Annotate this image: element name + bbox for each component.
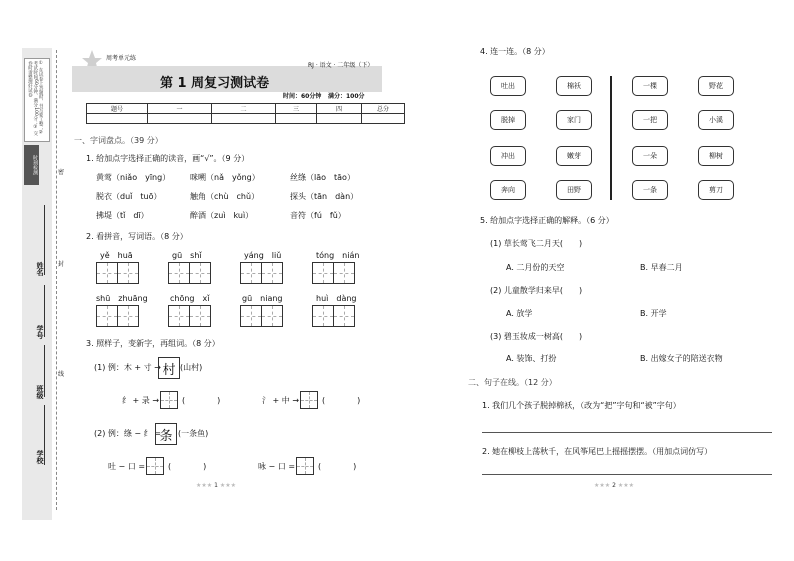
name-line (44, 205, 45, 275)
q1-option[interactable]: 黄莺（niǎo yīng） (96, 173, 171, 182)
q5-question: (1) 草长莺飞二月天( ) (490, 239, 583, 248)
score-cell[interactable] (212, 114, 276, 124)
q3-title: 3. 照样子，变新字，再组词。（8 分） (86, 339, 220, 348)
page-footer-right: ★★★ 2 ★★★ (594, 482, 634, 489)
number-label: 学号 (36, 325, 44, 339)
match-item[interactable]: 一把 (632, 110, 668, 130)
match-item[interactable]: 一棵 (632, 76, 668, 96)
score-header: 四 (317, 104, 362, 114)
score-header: 题号 (87, 104, 148, 114)
edition-label: RJ · 语文 · 二年级（下） (308, 62, 374, 69)
writing-grid[interactable] (168, 262, 210, 284)
match-item[interactable]: 吐出 (490, 76, 526, 96)
writing-grid[interactable] (240, 305, 282, 327)
seal-char-2: 封 (58, 261, 65, 268)
q3-example-1: (1) 例：木 + 寸 → (94, 363, 161, 372)
time-label: 时间：60分钟 (283, 93, 322, 100)
match-item[interactable]: 田野 (556, 180, 592, 200)
q3-example-word: (山村) (180, 363, 203, 372)
score-header: 二 (212, 104, 276, 114)
q3-answer-box[interactable] (146, 457, 164, 475)
q5-title: 5. 给加点字选择正确的解释。（6 分） (480, 216, 614, 225)
q4-title: 4. 连一连。（8 分） (480, 47, 550, 56)
section-2-title: 二、句子在线。（12 分） (468, 378, 557, 387)
match-item[interactable]: 冲出 (490, 146, 526, 166)
stars-icon: ★★★ (196, 482, 213, 489)
q3-example-2: (2) 例：绦 − 纟 = (94, 429, 161, 438)
score-cell[interactable] (87, 114, 148, 124)
exam-notes: ① 在试卷上答题时，书写要工整；② 考试时间60分钟，满分100分；③ 交卷时请整理好试卷 (27, 61, 44, 136)
match-item[interactable]: 嫩芽 (556, 146, 592, 166)
q3-answer-box[interactable] (296, 457, 314, 475)
seal-char-1: 密 (58, 169, 65, 176)
header-brand: 周考单元练 (106, 55, 137, 62)
q2-title: 2. 看拼音，写词语。（8 分） (86, 232, 188, 241)
answer-line[interactable] (482, 474, 772, 475)
q1-option[interactable]: 咪嗍（nǎ yǒng） (190, 173, 260, 182)
q5-question: (3) 碧玉妆成一树高( ) (490, 332, 583, 341)
stars-icon: ★★★ (617, 482, 634, 489)
q5-option[interactable]: A. 装饰、打扮 (506, 354, 557, 363)
q5-question: (2) 儿童散学归来早( ) (490, 286, 583, 295)
q2-pinyin: yáng liǔ (244, 251, 282, 260)
q3-item: 咏 − 口 = (258, 462, 296, 471)
page-footer-left: ★★★ 1 ★★★ (196, 482, 236, 489)
match-item[interactable]: 小溪 (698, 110, 734, 130)
writing-grid[interactable] (312, 262, 354, 284)
score-cell[interactable] (276, 114, 317, 124)
q3-answer-box[interactable] (300, 391, 318, 409)
score-header: 总分 (362, 104, 405, 114)
match-item[interactable]: 家门 (556, 110, 592, 130)
q1-option[interactable]: 探头（tān dàn） (290, 192, 359, 201)
writing-grid[interactable] (240, 262, 282, 284)
stars-icon: ★★★ (594, 482, 611, 489)
match-item[interactable]: 剪刀 (698, 180, 734, 200)
q2-pinyin: gū niang (242, 294, 283, 303)
score-table (86, 103, 405, 124)
q5-option[interactable]: A. 二月份的天空 (506, 263, 565, 272)
q3-item: 纟 + 录 → (122, 396, 160, 405)
page-title: 第 1 周复习测试卷 (160, 76, 270, 91)
number-line (44, 285, 45, 337)
q5-option[interactable]: B. 出嫁女子的陪送衣物 (640, 354, 723, 363)
q3-example-char: 村 (158, 357, 180, 379)
match-item[interactable]: 棉袄 (556, 76, 592, 96)
q3-paren[interactable]: ( ) (322, 396, 361, 405)
school-label: 学校 (36, 450, 44, 464)
section-1-title: 一、字词盘点。（39 分） (74, 136, 163, 145)
binding-dark-label: 时刻检测 (24, 145, 39, 185)
q3-item: 氵 + 中 → (262, 396, 300, 405)
score-cell[interactable] (148, 114, 212, 124)
score-header: 三 (276, 104, 317, 114)
seal-dashed-line (56, 50, 57, 510)
q1-title: 1. 给加点字选择正确的读音，画“√”。（9 分） (86, 154, 250, 163)
writing-grid[interactable] (96, 262, 138, 284)
q5-option[interactable]: B. 开学 (640, 309, 667, 318)
q2-pinyin: yě huā (100, 251, 133, 260)
q3-example-char: 条 (155, 423, 177, 445)
seal-char-3: 线 (58, 371, 65, 378)
writing-grid[interactable] (168, 305, 210, 327)
q1-option[interactable]: 脱衣（duǐ tuō） (96, 192, 162, 201)
sentence-q2: 2. 她在柳枝上荡秋千，在风筝尾巴上摇摇摆摆。（用加点词仿写） (482, 447, 713, 456)
q3-answer-box[interactable] (160, 391, 178, 409)
q5-option[interactable]: A. 放学 (506, 309, 533, 318)
q1-option[interactable]: 音符（fú fǔ） (290, 211, 346, 220)
q2-pinyin: gū shǐ (172, 251, 202, 260)
q5-option[interactable]: B. 早春二月 (640, 263, 683, 272)
score-label: 满分：100分 (328, 93, 365, 100)
name-label: 姓名 (36, 262, 44, 276)
score-header: 一 (148, 104, 212, 114)
match-item[interactable]: 柳树 (698, 146, 734, 166)
score-cell[interactable] (362, 114, 405, 124)
q3-paren[interactable]: ( ) (182, 396, 221, 405)
class-line (44, 345, 45, 397)
q3-example-word: (一条鱼) (178, 429, 209, 438)
exam-notes-box (24, 58, 50, 142)
match-item[interactable]: 野花 (698, 76, 734, 96)
match-divider (610, 76, 612, 200)
writing-grid[interactable] (96, 305, 138, 327)
class-label: 班级 (36, 385, 44, 399)
match-item[interactable]: 脱掉 (490, 110, 526, 130)
q2-pinyin: chōng xǐ (170, 294, 210, 303)
q2-pinyin: shū zhuāng (96, 294, 148, 303)
stars-icon: ★★★ (219, 482, 236, 489)
match-item[interactable]: 一朵 (632, 146, 668, 166)
answer-line[interactable] (482, 432, 772, 433)
school-line (44, 405, 45, 465)
match-item[interactable]: 奔向 (490, 180, 526, 200)
q1-option[interactable]: 丝绦（lāo tāo） (290, 173, 355, 182)
q3-paren[interactable]: ( ) (168, 462, 207, 471)
q2-pinyin: tóng nián (316, 251, 360, 260)
writing-grid[interactable] (312, 305, 354, 327)
q3-paren[interactable]: ( ) (318, 462, 357, 471)
match-item[interactable]: 一条 (632, 180, 668, 200)
q1-option[interactable]: 触角（chù chǔ） (190, 192, 260, 201)
q1-option[interactable]: 醉酒（zuì kuì） (190, 211, 254, 220)
score-cell[interactable] (317, 114, 362, 124)
q3-item: 吐 − 口 = (108, 462, 146, 471)
sentence-q1: 1. 我们几个孩子脱掉棉袄，（改为“把”字句和“被”字句） (482, 401, 681, 410)
q1-option[interactable]: 拂堤（tǐ dī） (96, 211, 149, 220)
q2-pinyin: huì dàng (316, 294, 357, 303)
